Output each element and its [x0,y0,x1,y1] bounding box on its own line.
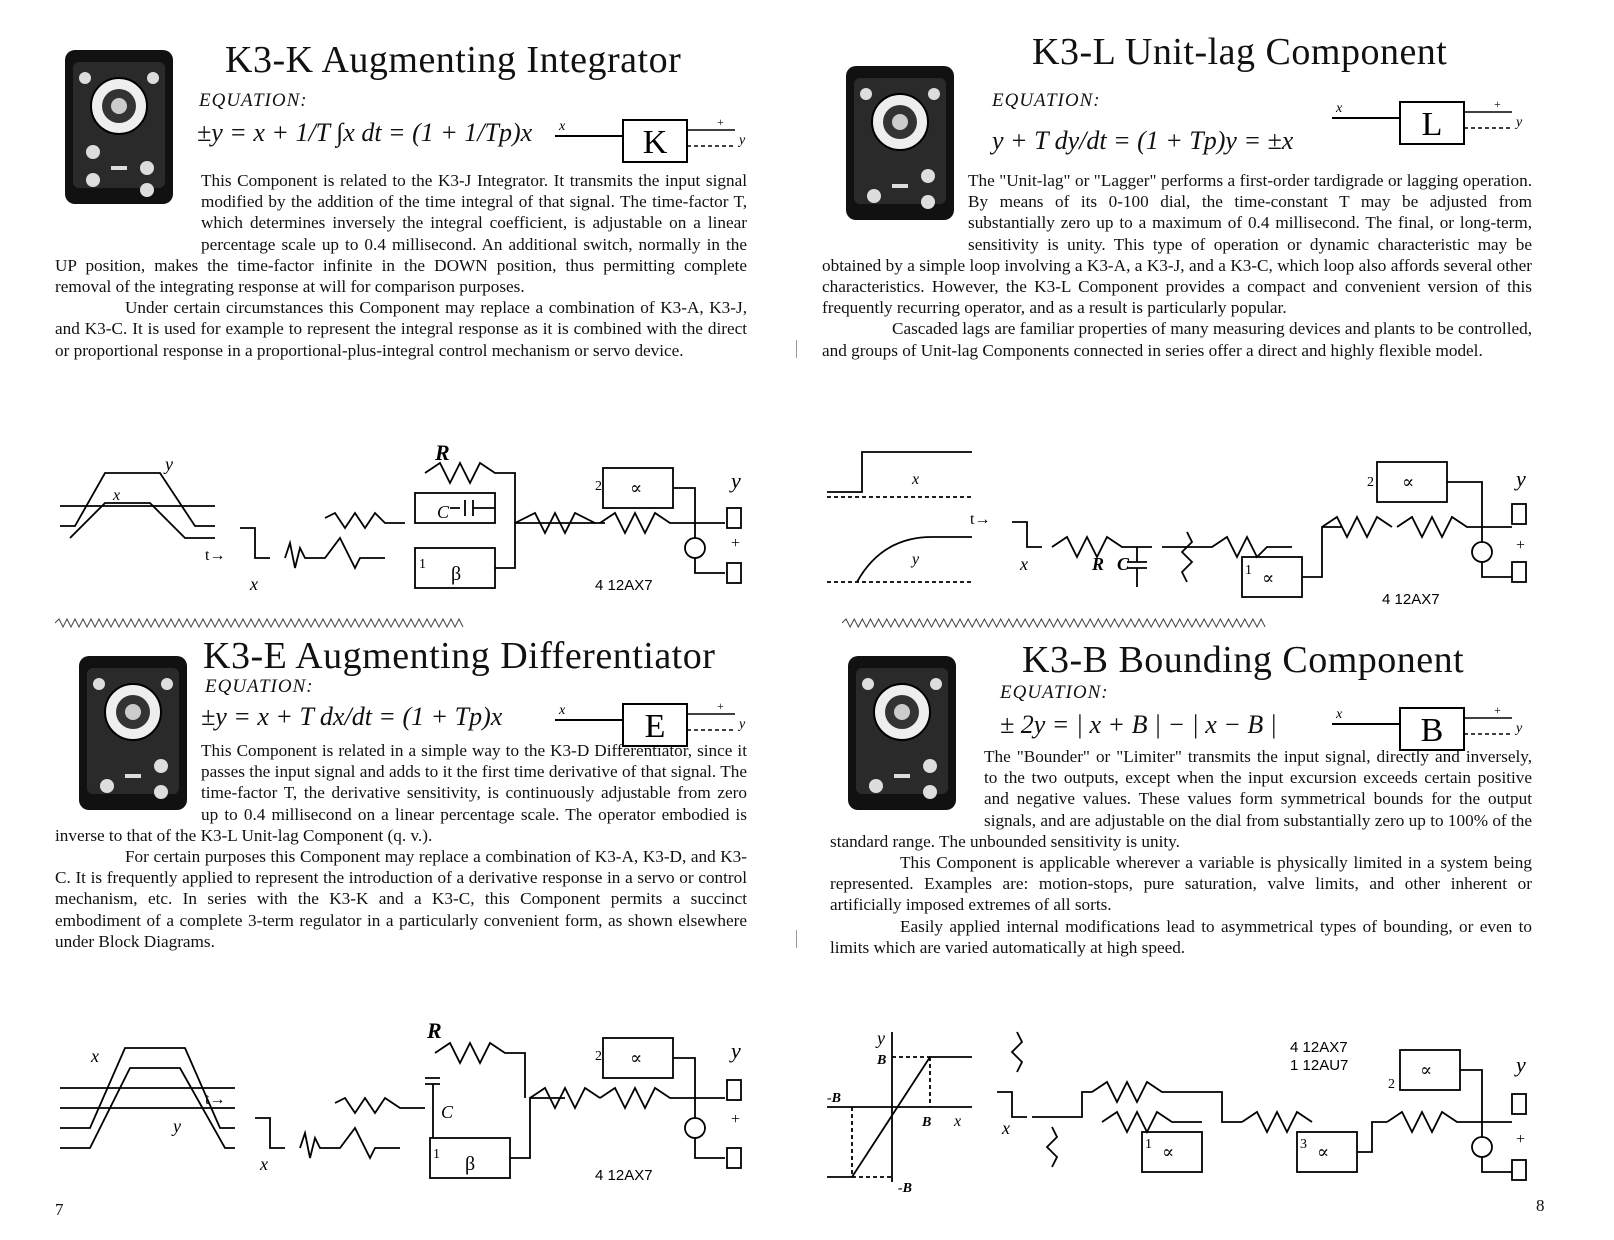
svg-text:x: x [954,1113,962,1130]
svg-text:x: x [91,1046,99,1066]
k3b-paragraph: Easily applied internal modifications lead to asymmetrical types of bounding, or even to limits which are varied automatically at high speed. [830,916,1532,957]
svg-text:y: y [1516,115,1523,130]
k3e-tube-label: 4 12AX7 [595,1167,653,1184]
k3b-equation: ± 2y = | x + B | − | x − B | [1000,710,1277,739]
svg-text:1: 1 [419,557,426,572]
svg-text:x: x [260,1154,268,1174]
svg-text:∝: ∝ [1317,1142,1330,1162]
k3b-alpha-label: ∝ [1162,1142,1175,1162]
k3l-block-letter: L [1421,106,1443,143]
k3k-block-letter: K [642,124,668,161]
k3k-beta-label: β [451,563,462,585]
svg-text:B: B [922,1115,932,1130]
k3b-body [830,746,1532,958]
k3b-title: K3-B Bounding Component [1022,639,1465,681]
k3e-beta-label: β [465,1153,476,1175]
k3l-circuit-diagram [822,442,1532,622]
svg-text:t→: t→ [970,511,991,528]
k3b-tube-label-2: 1 12AU7 [1290,1057,1349,1074]
k3e-paragraph: For certain purposes this Component may replace a combination of K3-A, K3-D, and K3-C. It is frequently applied to represent the introduction of a derivative response in a servo or control mechanism, etc. In series with the K3-K and a K3-C, this Component permits a succinct embodiment of a complete 3-term regulator in a particularly convenient form, as shown elsewhere under Block Diagrams. [55,847,747,951]
svg-text:+: + [731,535,741,552]
k3e-paragraph: This Component is related in a simple way to the K3-D Differentiator, since it passes the input signal and adds to it the first time derivative of that signal. The time-factor T, the derivative sensitivity, is continuously adjustable from zero up to 0.4 millisecond on a linear percentage scale. The operator embodied is inverse to that of the K3-L Unit-lag Component (q. v.). [55,741,747,845]
k3k-circuit-diagram [55,418,755,598]
svg-text:y: y [165,454,173,474]
svg-text:x: x [113,487,121,504]
svg-text:B: B [877,1053,887,1068]
svg-text:y: y [173,1116,181,1136]
k3l-block-symbol [1332,98,1532,150]
svg-text:-B: -B [898,1181,912,1196]
svg-text:y: y [1516,1052,1526,1077]
k3b-paragraph: The "Bounder" or "Limiter" transmits the input signal, directly and inversely, to the two outputs, except when the input excursion exceeds certain positive and negative values. These values form symmetrical bounds for the output signals, and are adjustable on the dial from substantially zero up to 100% of the standard range. The unbounded sensitivity is unity. [830,747,1532,851]
gutter-mark [796,930,797,948]
svg-text:y: y [731,468,741,493]
svg-text:∝: ∝ [1420,1060,1433,1080]
k3k-paragraph: This Component is related to the K3-J Integrator. It transmits the input signal modified by the addition of the time integral of that signal. The time-factor T, which determines inversely the integral coefficient, is adjustable on a linear percentage scale up to 0.4 millisecond. An additional switch, normally in the UP position, makes the time-factor infinite in the DOWN position, thus permitting complete removal of the integrating response at will for comparison purposes. [55,171,747,297]
k3e-block-letter: E [644,708,666,745]
page-number-left: 7 [55,1200,64,1219]
svg-text:y: y [1516,721,1523,736]
k3k-title: K3-K Augmenting Integrator [225,39,682,81]
svg-text:x: x [250,574,258,594]
svg-text:y: y [731,1038,741,1063]
svg-text:1: 1 [433,1147,440,1162]
svg-text:x: x [1336,101,1343,116]
k3k-paragraph: Under certain circumstances this Component may replace a combination of K3-A, K3-J, and K3-C. It is used for example to represent the integral response as it is combined with the direct or proportional response in a proportional-plus-integral control mechanism or servo device. [55,298,747,360]
svg-text:y: y [739,133,746,148]
svg-text:+: + [1516,537,1526,554]
page-number-right: 8 [1536,1196,1545,1215]
k3b-tube-label: 4 12AX7 [1290,1039,1348,1056]
k3k-C-label: C [437,502,450,522]
svg-text:y: y [1516,466,1526,491]
svg-text:2: 2 [595,479,602,494]
svg-text:x: x [1020,554,1028,574]
svg-text:2: 2 [595,1049,602,1064]
svg-text:2: 2 [1367,475,1374,490]
k3k-equation-label: EQUATION: [199,90,308,111]
block-x-label: x [559,119,566,134]
svg-text:+: + [1494,704,1501,717]
svg-text:y: y [877,1028,885,1048]
svg-text:3: 3 [1300,1137,1307,1152]
k3l-body [822,170,1532,361]
svg-text:2: 2 [1388,1077,1395,1092]
k3k-R-label: R [435,440,450,465]
k3b-block-letter: B [1420,712,1444,749]
k3k-section [55,38,775,628]
k3e-body [55,740,747,952]
k3l-R-label: R [1092,554,1105,574]
k3b-circuit-diagram [822,1022,1532,1202]
k3e-section [55,635,775,1210]
k3k-body [55,170,747,361]
k3l-paragraph: Cascaded lags are familiar properties of many measuring devices and plants to be controlled, and groups of Unit-lag Components connected in series offer a direct and highly flexible model. [822,319,1532,360]
k3l-alpha-label: ∝ [1262,568,1275,588]
svg-text:+: + [1494,98,1501,111]
svg-text:x: x [912,471,920,488]
k3e-title: K3-E Augmenting Differentiator [203,635,716,677]
svg-text:x: x [1336,707,1343,722]
k3k-alpha-label: ∝ [630,478,643,498]
svg-text:+: + [717,700,724,713]
k3e-R-label: R [427,1018,442,1043]
svg-text:t→: t→ [205,1091,226,1108]
svg-text:+: + [1516,1131,1526,1148]
k3e-alpha-label: ∝ [630,1048,643,1068]
svg-text:1: 1 [1245,563,1252,578]
k3l-C-label: C [1117,554,1130,574]
svg-text:+: + [731,1111,741,1128]
svg-text:1: 1 [1145,1137,1152,1152]
k3k-tube-label: 4 12AX7 [595,577,653,594]
k3l-equation-label: EQUATION: [992,90,1101,111]
section-divider [842,618,1554,628]
k3b-equation-label: EQUATION: [1000,682,1109,703]
k3l-paragraph: The "Unit-lag" or "Lagger" performs a first-order tardigrade or lagging operation. By means of its 0-100 dial, the time-constant T may be adjusted from substantially zero up to a maximum of 0.4 millisecond. The final, or long-term, sensitivity is unity. This type of operation or dynamic characteristic may be obtained by a simple loop involving a K3-A, a K3-J, and a K3-C, which loop also affords several other characteristics. However, the K3-L Component provides a compact and convenient version of this frequently recurring operator, and as a result is particularly popular. [822,171,1532,318]
gutter-mark [796,340,797,358]
k3l-tube-label: 4 12AX7 [1382,591,1440,608]
svg-text:+: + [717,116,724,129]
k3k-equation: ±y = x + 1/T ∫x dt = (1 + 1/Tp)x [197,118,533,147]
k3l-equation: y + T dy/dt = (1 + Tp)y = ±x [992,126,1294,155]
svg-text:-B: -B [827,1091,841,1106]
k3e-equation: ±y = x + T dx/dt = (1 + Tp)x [201,702,503,731]
k3b-section [827,639,1554,1210]
svg-text:x: x [559,703,566,718]
svg-text:t→: t→ [205,547,226,564]
svg-text:y: y [739,717,746,732]
k3b-paragraph: This Component is applicable wherever a variable is physically limited in a system being represented. Examples are: motion-stops, pure saturation, valve limits, and other inherent or artificially imposed extremes of all sorts. [830,853,1532,915]
section-divider [55,618,755,628]
k3l-title: K3-L Unit-lag Component [1032,31,1448,73]
k3e-C-label: C [441,1102,454,1122]
svg-text:∝: ∝ [1402,472,1415,492]
k3e-circuit-diagram [55,1008,755,1188]
svg-text:x: x [1002,1118,1010,1138]
k3k-block-symbol [555,116,755,168]
svg-text:y: y [912,551,920,568]
k3l-section [822,30,1554,620]
k3e-equation-label: EQUATION: [205,676,314,697]
